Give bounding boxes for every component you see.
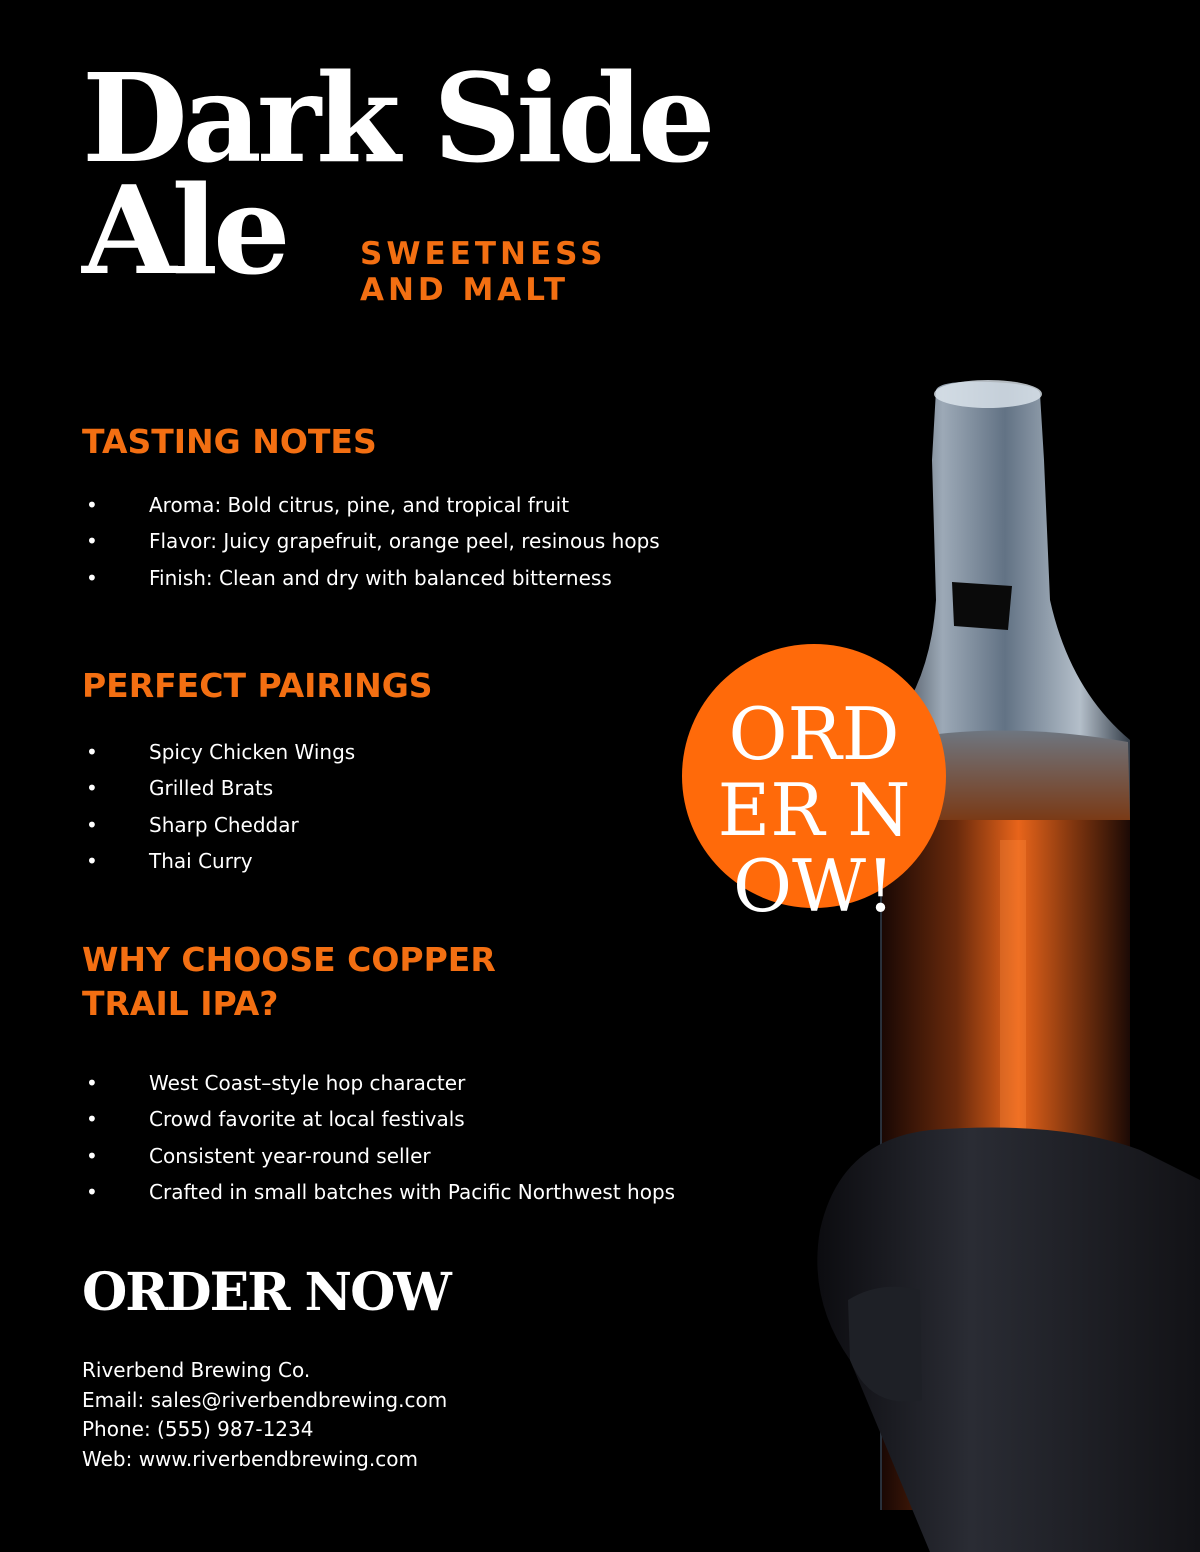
tasting-notes-list (82, 492, 660, 601)
tasting-notes-heading: TASTING NOTES (82, 422, 377, 461)
product-title-line-2: Ale (82, 158, 286, 302)
why-choose-heading (82, 938, 496, 1026)
list-item: • Sharp Cheddar (82, 812, 355, 848)
why-choose-heading-line-2: TRAIL IPA? (82, 984, 279, 1023)
list-item: • Grilled Brats (82, 775, 355, 811)
list-item: • Consistent year-round seller (82, 1143, 675, 1179)
beer-bottle-image (700, 360, 1200, 1552)
order-now-badge-label[interactable]: ORDER NOW! (717, 692, 911, 928)
tagline-line-1: SWEETNESS (360, 236, 607, 272)
list-item: • Crowd favorite at local festivals (82, 1106, 675, 1142)
order-now-heading: ORDER NOW (82, 1262, 450, 1323)
pairings-list (82, 739, 355, 884)
product-tagline (360, 236, 606, 308)
product-title-line-1: Dark Side (82, 46, 711, 190)
contact-email[interactable]: Email: sales@riverbendbrewing.com (82, 1387, 448, 1412)
list-item: • Flavor: Juicy grapefruit, orange peel, resinous hops (82, 528, 660, 564)
pairings-heading: PERFECT PAIRINGS (82, 666, 433, 705)
list-item: • West Coast–style hop character (82, 1070, 675, 1106)
why-choose-list (82, 1070, 675, 1215)
list-item: • Spicy Chicken Wings (82, 739, 355, 775)
list-item: • Aroma: Bold citrus, pine, and tropical fruit (82, 492, 660, 528)
contact-phone[interactable]: Phone: (555) 987-1234 (82, 1417, 314, 1441)
company-name: Riverbend Brewing Co. (82, 1358, 311, 1382)
contact-info (82, 1356, 447, 1474)
contact-website[interactable]: Web: www.riverbendbrewing.com (82, 1446, 418, 1471)
list-item: • Finish: Clean and dry with balanced bitterness (82, 565, 660, 601)
tagline-line-2: AND MALT (360, 272, 570, 308)
why-choose-heading-line-1: WHY CHOOSE COPPER (82, 940, 496, 979)
list-item: • Crafted in small batches with Pacific Northwest hops (82, 1179, 675, 1215)
list-item: • Thai Curry (82, 848, 355, 884)
